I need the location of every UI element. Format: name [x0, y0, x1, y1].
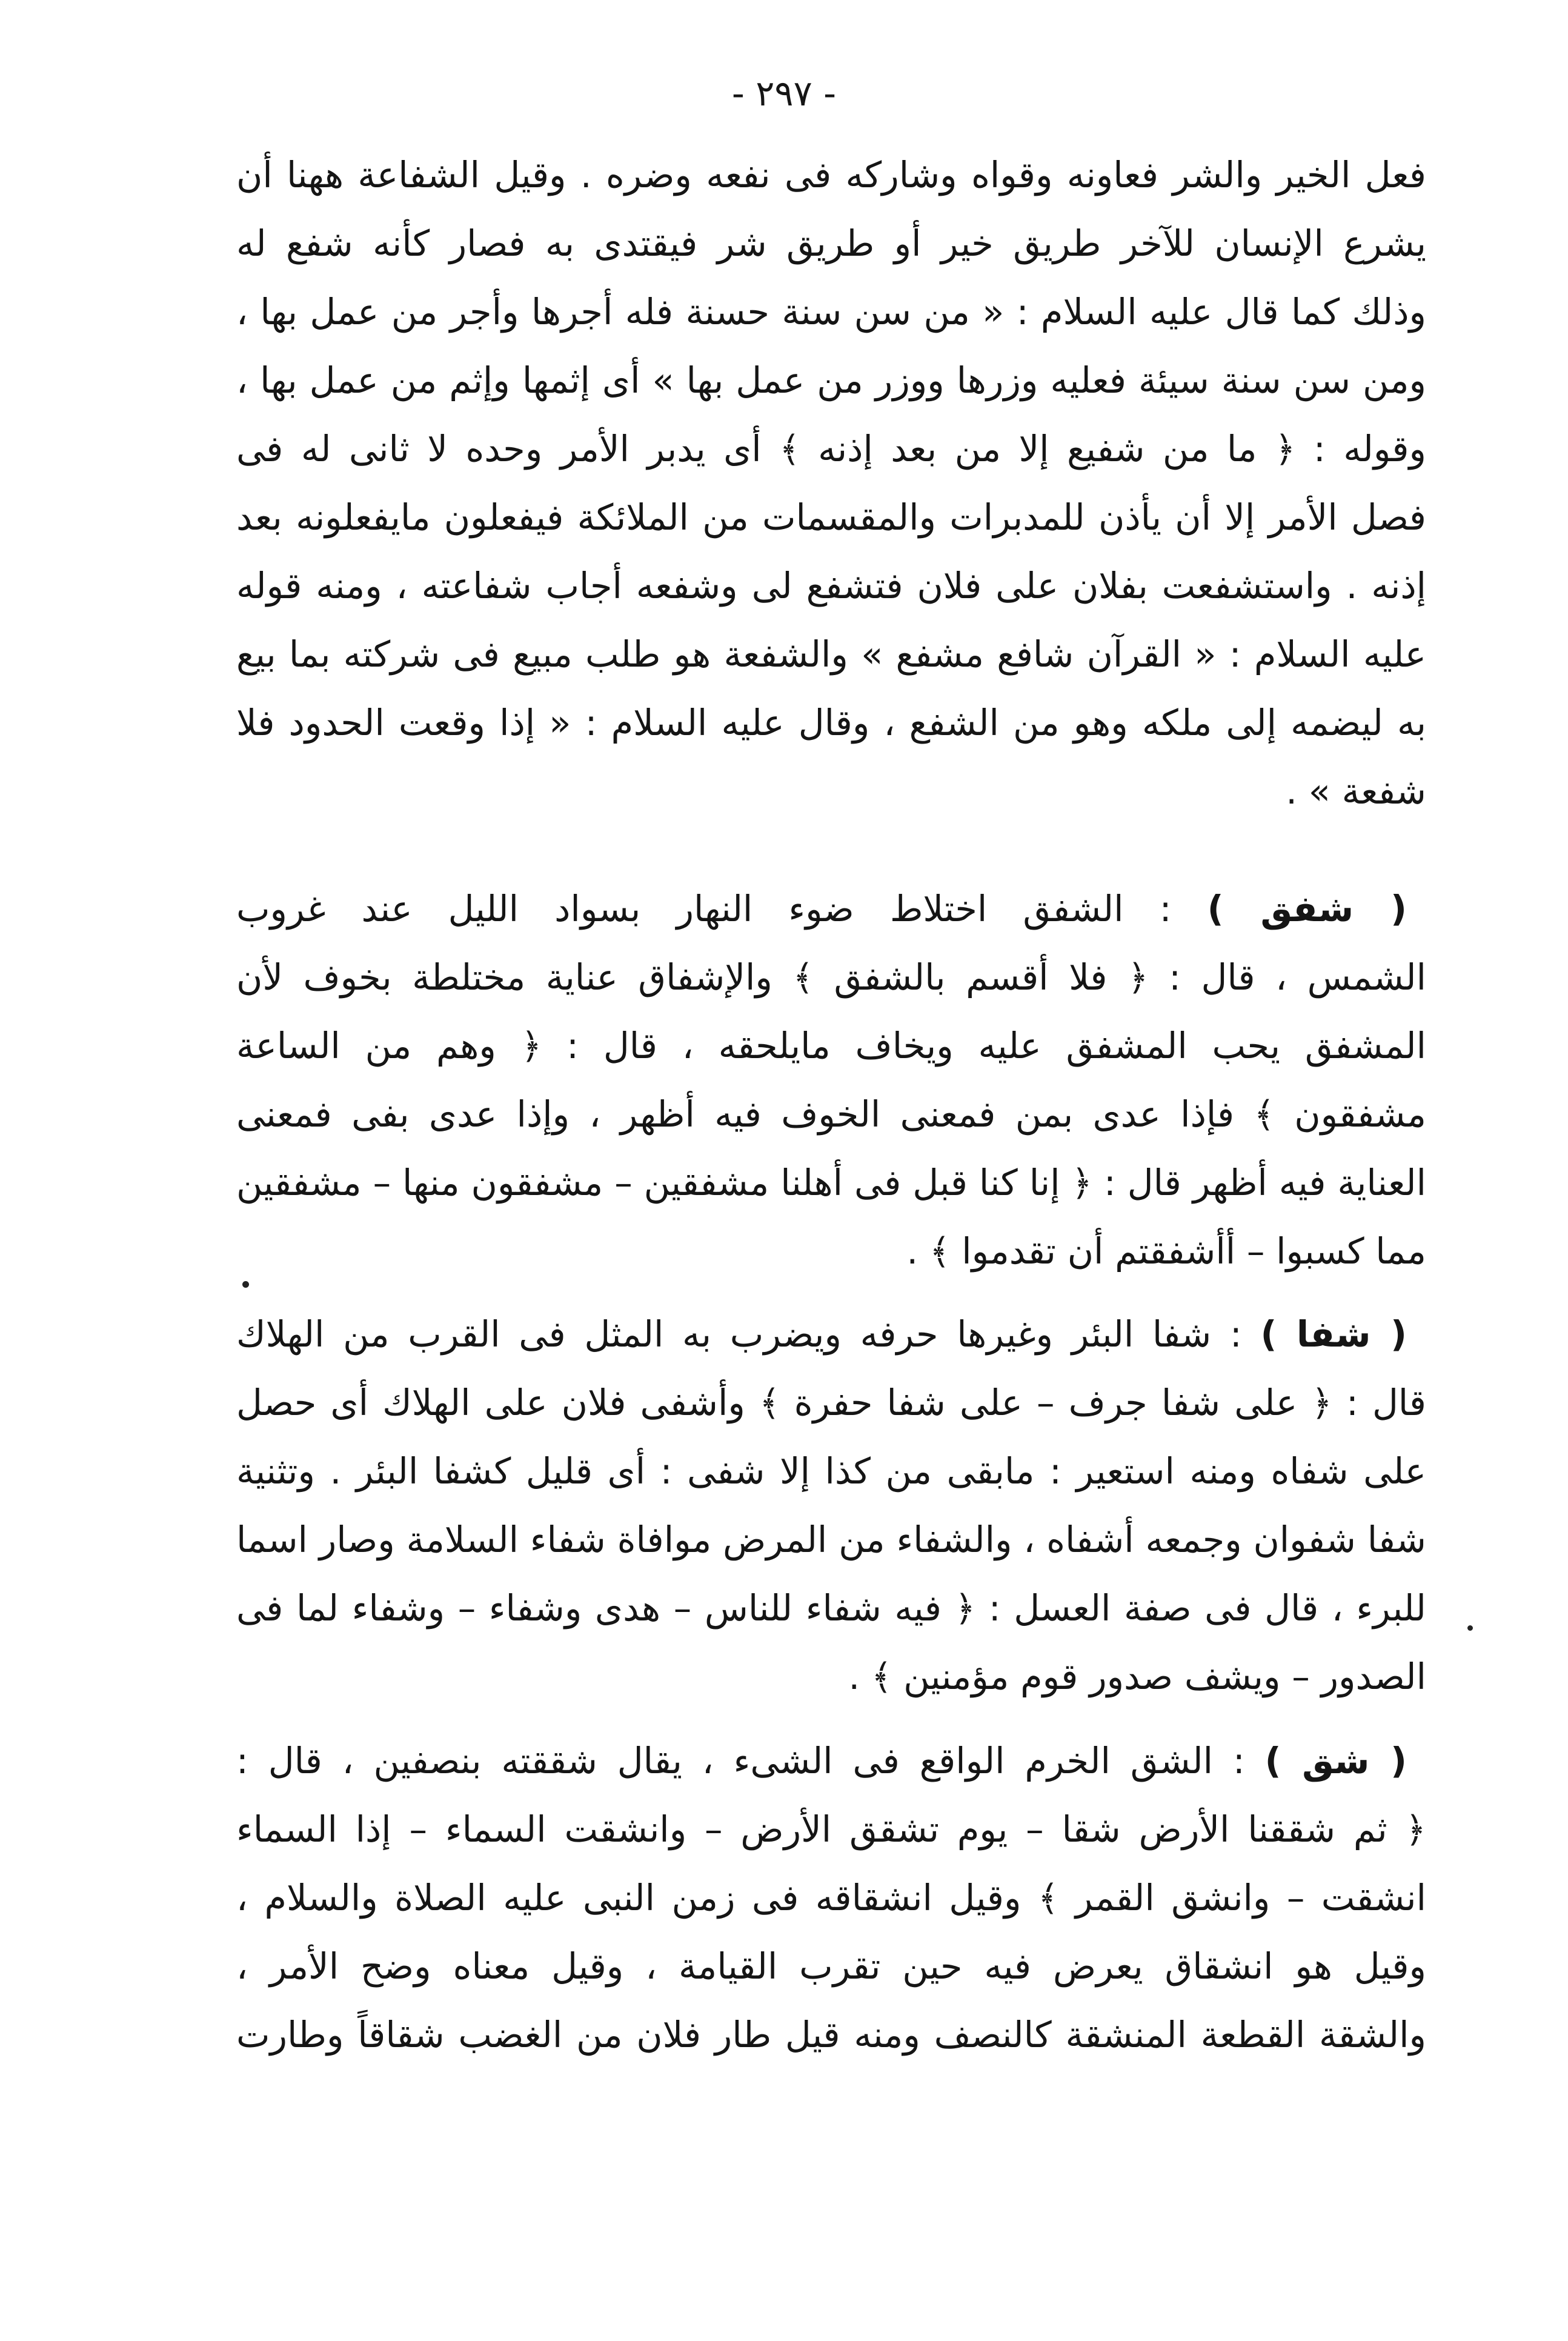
text-line: الشمس ، قال : ﴿ فلا أقسم بالشفق ﴾ والإشفاق عناية مختلطة بخوف لأن	[236, 956, 1426, 998]
dictionary-entry-shaqq	[236, 1727, 1426, 2069]
text-line: انشقت – وانشق القمر ﴾ وقيل انشقاقه فى زمن النبى عليه الصلاة والسلام ،	[236, 1877, 1426, 1919]
text-line: وذلك كما قال عليه السلام : « من سن سنة حسنة فله أجرها وأجر من عمل بها ،	[236, 291, 1426, 333]
text-line	[236, 1300, 1426, 1368]
text-line: والشقة القطعة المنشقة كالنصف ومنه قيل طار فلان من الغضب شقاقاً وطارت	[236, 2014, 1426, 2056]
text-line: فعل الخير والشر فعاونه وقواه وشاركه فى نفعه وضره . وقيل الشفاعة ههنا أن	[236, 154, 1426, 196]
text-line: به ليضمه إلى ملكه وهو من الشفع ، وقال عليه السلام : « إذا وقعت الحدود فلا	[236, 702, 1426, 744]
text-line	[236, 1727, 1426, 1795]
text-span: : الشق الخرم الواقع فى الشىء ، يقال شققته بنصفين ، قال :	[236, 1740, 1245, 1782]
text-line: يشرع الإنسان للآخر طريق خير أو طريق شر فيقتدى به فصار كأنه شفع له	[236, 222, 1426, 264]
text-line: ومن سن سنة سيئة فعليه وزرها ووزر من عمل بها » أى إثمها وإثم من عمل بها ،	[236, 359, 1426, 401]
text-line: الصدور – ويشف صدور قوم مؤمنين ﴾ .	[848, 1656, 1426, 1697]
scan-speck	[1467, 1625, 1473, 1631]
text-line: على شفاه ومنه استعير : مابقى من كذا إلا شفى : أى قليل كشفا البئر . وتثنية	[236, 1450, 1426, 1492]
text-line: وقوله : ﴿ ما من شفيع إلا من بعد إذنه ﴾ أى يدبر الأمر وحده لا ثانى له فى	[236, 428, 1426, 470]
text-span: : شفا البئر وغيرها حرفه ويضرب به المثل فى القرب من الهلاك	[236, 1313, 1242, 1355]
text-line: فصل الأمر إلا أن يأذن للمدبرات والمقسمات من الملائكة فيفعلون مايفعلونه بعد	[236, 496, 1426, 538]
page-number: - ٢٩٧ -	[731, 73, 837, 114]
text-line: إذنه . واستشفعت بفلان على فلان فتشفع لى وشفعه أجاب شفاعته ، ومنه قوله	[236, 565, 1426, 607]
entry-headword: ( شفق )	[1207, 888, 1407, 930]
text-line: للبرء ، قال فى صفة العسل : ﴿ فيه شفاء للناس – هدى وشفاء – وشفاء لما فى	[236, 1587, 1426, 1629]
text-line: قال : ﴿ على شفا جرف – على شفا حفرة ﴾ وأشفى فلان على الهلاك أى حصل	[236, 1382, 1426, 1424]
text-span: : الشفق اختلاط ضوء النهار بسواد الليل عند غروب	[236, 888, 1172, 930]
text-line: المشفق يحب المشفق عليه ويخاف مايلحقه ، قال : ﴿ وهم من الساعة	[236, 1025, 1426, 1067]
text-line: شفعة » .	[1286, 770, 1426, 812]
entry-headword: ( شفا )	[1260, 1313, 1407, 1355]
scan-speck	[242, 1281, 249, 1288]
text-line: مما كسبوا – أأشفقتم أن تقدموا ﴾ .	[906, 1230, 1426, 1272]
dictionary-entry-shafa	[236, 1300, 1426, 1711]
entry-headword: ( شق )	[1264, 1740, 1407, 1782]
text-line: العناية فيه أظهر قال : ﴿ إنا كنا قبل فى أهلنا مشفقين – مشفقون منها – مشفقين	[236, 1162, 1426, 1204]
text-line	[236, 874, 1426, 943]
text-line: وقيل هو انشقاق يعرض فيه حين تقرب القيامة ، وقيل معناه وضح الأمر ،	[236, 1945, 1426, 1987]
dictionary-entry-shafaq	[236, 874, 1426, 1285]
text-line: شفا شفوان وجمعه أشفاه ، والشفاء من المرض موافاة شفاء السلامة وصار اسما	[236, 1519, 1426, 1560]
text-line: ﴿ ثم شققنا الأرض شقا – يوم تشقق الأرض – وانشقت السماء – إذا السماء	[236, 1808, 1426, 1850]
paragraph-continuation	[236, 141, 1426, 825]
text-line: عليه السلام : « القرآن شافع مشفع » والشفعة هو طلب مبيع فى شركته بما بيع	[236, 633, 1426, 675]
text-line: مشفقون ﴾ فإذا عدى بمن فمعنى الخوف فيه أظهر ، وإذا عدى بفى فمعنى	[236, 1093, 1426, 1135]
